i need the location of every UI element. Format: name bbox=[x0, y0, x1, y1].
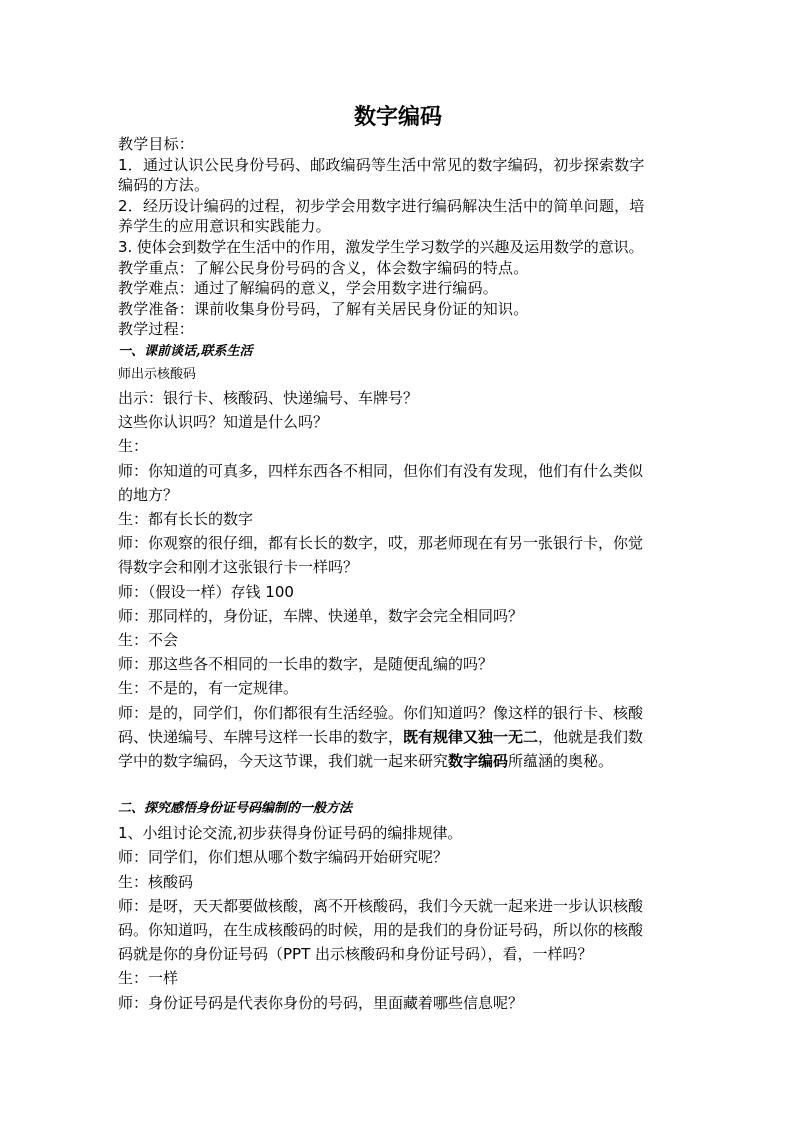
dialogue-line: 生：都有长长的数字 bbox=[118, 509, 254, 528]
objectives-heading: 教学目标： bbox=[118, 135, 195, 153]
section-2-heading: 二、探究感悟身份证号码编制的一般方法 bbox=[118, 801, 353, 817]
dialogue-line: 这些你认识吗？知道是什么吗？ bbox=[118, 413, 329, 432]
dialogue-line: 出示：银行卡、核酸码、快递编号、车牌号？ bbox=[118, 388, 419, 407]
dialogue-line: 码就是你的身份证号码（PPT 出示核酸码和身份证号码），看，一样吗？ bbox=[118, 945, 593, 964]
dialogue-line: 师：（假设一样）存钱 100 bbox=[118, 582, 294, 601]
dialogue-line: 得数字会和刚才这张银行卡一样吗？ bbox=[118, 558, 359, 577]
dialogue-line: 1、小组讨论交流,初步获得身份证号码的编排规律。 bbox=[118, 824, 463, 843]
objective-3: 3. 使体会到数学在生活中的作用，激发学生学习数学的兴趣及运用数学的意识。 bbox=[118, 237, 644, 256]
section-1-note: 师出示核酸码 bbox=[118, 366, 197, 382]
bold-run: 数字编码 bbox=[448, 751, 509, 770]
dialogue-line: 师：那同样的，身份证，车牌、快递单，数字会完全相同吗？ bbox=[118, 606, 524, 625]
objectives-block bbox=[118, 134, 678, 340]
document-page bbox=[118, 100, 678, 1015]
preparation: 教学准备：课前收集身份号码，了解有关居民身份证的知识。 bbox=[118, 299, 529, 318]
dialogue-line: 生：不是的，有一定规律。 bbox=[118, 679, 299, 698]
bold-run: 既有规律又独一无二 bbox=[403, 727, 539, 746]
document-title: 数字编码 bbox=[353, 104, 442, 130]
dialogue-line: 码。你知道吗，在生成核酸码的时候，用的是我们的身份证号码，所以你的核酸 bbox=[118, 921, 644, 939]
section-2-body bbox=[118, 821, 678, 1015]
text-run: ，他就是我们数 bbox=[538, 727, 644, 746]
dialogue-line: 生：一样 bbox=[118, 969, 179, 988]
dialogue-line: 生： bbox=[118, 437, 149, 456]
objective-2-line-2: 养学生的应用意识和实践能力。 bbox=[118, 217, 331, 236]
dialogue-line: 师：是的，同学们，你们都很有生活经验。你们知道吗？像这样的银行卡、核酸 bbox=[118, 703, 644, 722]
dialogue-line: 师：身份证号码是代表你身份的号码，里面藏着哪些信息呢？ bbox=[118, 993, 524, 1012]
section-1-heading: 一、课前谈话,联系生活 bbox=[118, 343, 253, 359]
dialogue-line: 师：是呀，天天都要做核酸，离不开核酸码，我们今天就一起来进一步认识核酸 bbox=[118, 896, 644, 915]
text-run: 码、快递编号、车牌号这样一长串的数字， bbox=[118, 727, 404, 746]
dialogue-line: 师：同学们，你们想从哪个数字编码开始研究呢？ bbox=[118, 848, 449, 867]
dialogue-line: 师：你观察的很仔细，都有长长的数字，哎，那老师现在有另一张银行卡，你觉 bbox=[118, 534, 644, 553]
section-1-body bbox=[118, 386, 678, 773]
dialogue-line: 生：核酸码 bbox=[118, 872, 194, 891]
dialogue-line-emphasis bbox=[118, 725, 678, 749]
dialogue-line: 生：不会 bbox=[118, 630, 179, 649]
objective-1-line-1: 1．通过认识公民身份号码、邮政编码等生活中常见的数字编码，初步探索数字 bbox=[118, 155, 645, 174]
text-run: 学中的数字编码，今天这节课，我们就一起来研究 bbox=[118, 751, 449, 770]
dialogue-line: 的地方？ bbox=[118, 485, 179, 504]
dialogue-line-emphasis bbox=[118, 749, 678, 773]
key-point: 教学重点：了解公民身份号码的含义，体会数字编码的特点。 bbox=[118, 258, 529, 277]
dialogue-line: 师：你知道的可真多，四样东西各不相同，但你们有没有发现，他们有什么类似 bbox=[118, 461, 644, 480]
objective-1-line-2: 编码的方法。 bbox=[118, 176, 210, 195]
text-run: 所蕴涵的奥秘。 bbox=[508, 751, 614, 770]
process-heading: 教学过程： bbox=[118, 320, 195, 339]
dialogue-line: 师：那这些各不相同的一长串的数字，是随便乱编的吗？ bbox=[118, 655, 494, 674]
paragraph-gap bbox=[118, 773, 678, 797]
objective-2-line-1: 2．经历设计编码的过程，初步学会用数字进行编码解决生活中的简单问题，培 bbox=[118, 196, 645, 215]
difficulty: 教学难点：通过了解编码的意义，学会用数字进行编码。 bbox=[118, 279, 499, 298]
